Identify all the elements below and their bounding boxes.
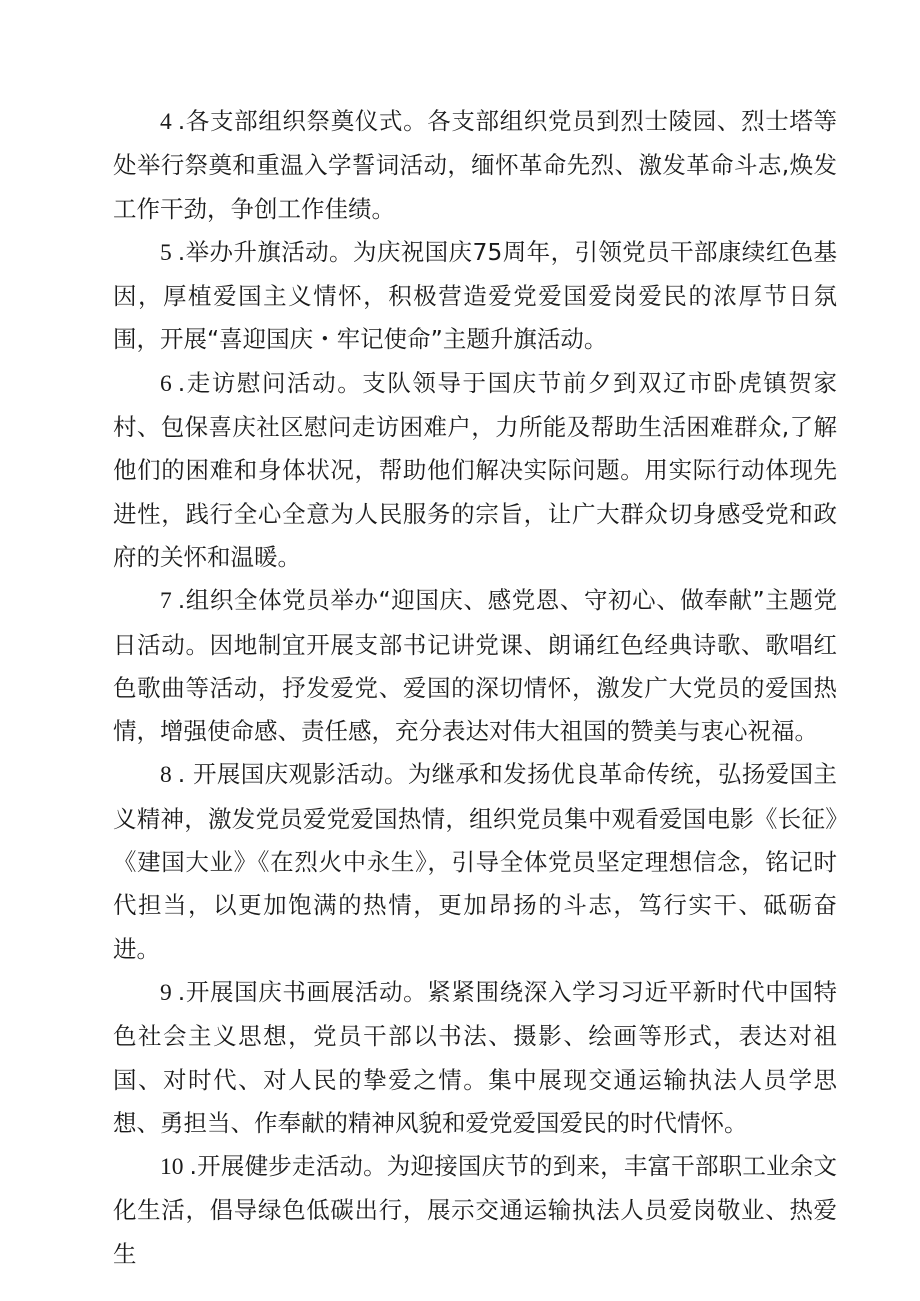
paragraph-9 — [113, 971, 837, 1145]
paragraph-text: .组织全体党员举办“迎国庆、感党恩、守初心、做奉献”主题党日活动。因地制宜开展支部书记讲党课、朗诵红色经典诗歌、歌唱红色歌曲等活动，抒发爱党、爱国的深切情怀，激发广大党员的爱国热情，增强使命感、责任感，充分表达对伟大祖国的赞美与衷心祝福。 — [113, 586, 837, 746]
paragraph-text: . 开展国庆观影活动。为继承和发扬优良革命传统，弘扬爱国主义精神，激发党员爱党爱国热情，组织党员集中观看爱国电影《长征》《建国大业》《在烈火中永生》，引导全体党员坚定理想信念，铭记时代担当，以更加饱满的热情，更加昂扬的斗志，笃行实干、砥砺奋进。 — [113, 760, 837, 963]
paragraph-number: 7 — [160, 588, 172, 615]
paragraph-text: .各支部组织祭奠仪式。各支部组织党员到烈士陵园、烈士塔等处举行祭奠和重温入学誓词活动，缅怀革命先烈、激发革命斗志,焕发工作干劲，争创工作佳绩。 — [113, 107, 837, 223]
paragraph-number: 9 — [160, 979, 172, 1006]
paragraph-text: .举办升旗活动。为庆祝国庆75周年，引领党员干部康续红色基因，厚植爱国主义情怀，积极营造爱党爱国爱岗爱民的浓厚节日氛围，开展“喜迎国庆・牢记使命”主题升旗活动。 — [113, 237, 837, 354]
paragraph-8 — [113, 753, 837, 970]
paragraph-text: .开展健步走活动。为迎接国庆节的到来，丰富干部职工业余文化生活，倡导绿色低碳出行，展示交通运输执法人员爱岗敬业、热爱生 — [113, 1152, 837, 1268]
paragraph-5 — [113, 231, 837, 362]
paragraph-text: .开展国庆书画展活动。紧紧围绕深入学习习近平新时代中国特色社会主义思想，党员干部以书法、摄影、绘画等形式，表达对祖国、对时代、对人民的挚爱之情。集中展现交通运输执法人员学思想、勇担当、作奉献的精神风貌和爱党爱国爱民的时代情怀。 — [113, 977, 837, 1137]
paragraph-4 — [113, 100, 837, 231]
paragraph-7 — [113, 579, 837, 753]
paragraph-number: 5 — [160, 239, 172, 266]
document-body — [113, 100, 837, 1276]
paragraph-6 — [113, 362, 837, 579]
paragraph-number: 6 — [160, 370, 172, 397]
paragraph-number: 10 — [160, 1154, 184, 1181]
paragraph-number: 4 — [160, 109, 172, 135]
paragraph-10 — [113, 1145, 837, 1276]
paragraph-text: .走访慰问活动。支队领导于国庆节前夕到双辽市卧虎镇贺家村、包保喜庆社区慰问走访困难户，力所能及帮助生活困难群众,了解他们的困难和身体状况，帮助他们解决实际问题。用实际行动体现先进性，践行全心全意为人民服务的宗旨，让广大群众切身感受党和政府的关怀和温暖。 — [113, 368, 837, 571]
paragraph-number: 8 — [160, 762, 172, 789]
